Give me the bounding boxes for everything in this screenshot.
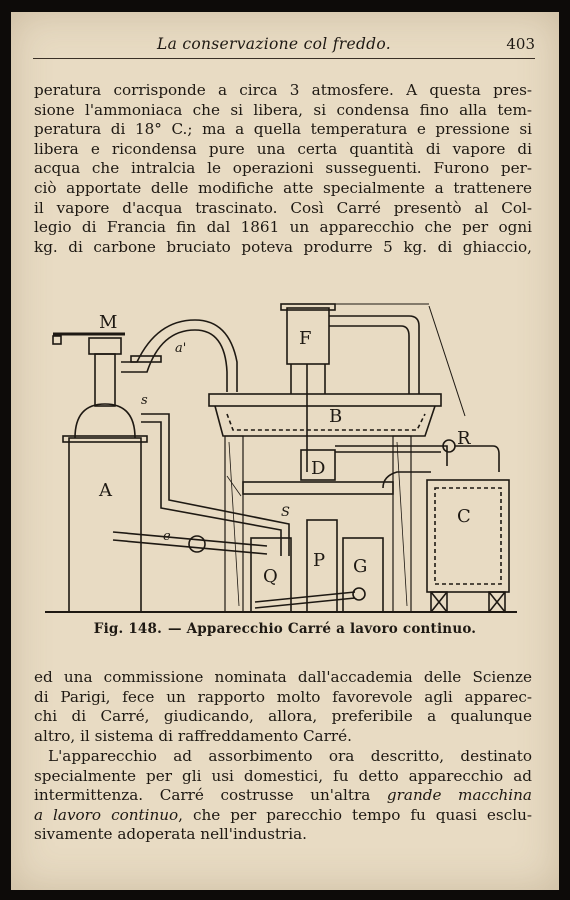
label-e: e	[163, 529, 171, 544]
paragraph-3	[34, 747, 532, 845]
label-s: s	[141, 393, 148, 408]
text-line	[34, 825, 532, 845]
apparatus-figure	[37, 276, 532, 616]
text-run: intermittenza. Carré costrusse un'altra	[34, 786, 387, 805]
text-line: ed una commissione nominata dall'accademia delle Scienze	[34, 668, 532, 686]
text-run: L'apparecchio ad assorbimento ora descritto, destinato	[48, 747, 532, 765]
label-r: R	[457, 428, 471, 449]
valve-e	[189, 536, 205, 552]
figure-caption	[11, 621, 559, 637]
text-line: il vapore d'acqua trascinato. Così Carré presentò al Col-	[34, 198, 532, 217]
text-line: ciò apportate delle modifiche atte specialmente a trattenere	[34, 178, 532, 197]
text-line	[34, 806, 532, 826]
label-g: G	[353, 556, 368, 577]
label-b: B	[329, 406, 343, 427]
paragraph-1	[34, 81, 532, 257]
paragraph-2	[34, 668, 532, 746]
label-p: P	[313, 550, 326, 571]
book-page	[11, 12, 559, 890]
text-line	[34, 767, 532, 787]
label-q: Q	[263, 566, 278, 587]
text-line: kg. di carbone bruciato poteva produrre 5 kg. di ghiaccio,	[34, 237, 532, 256]
text-run: sivamente adoperata nell'industria.	[34, 825, 308, 844]
text-line: libera e ricondensa pure una certa quantità di vapore di	[34, 139, 532, 158]
text-line: acqua che intralcia le operazioni susseguenti. Furono per-	[34, 159, 532, 178]
label-s-lower: S	[281, 505, 290, 520]
text-line: legio di Francia fin dal 1861 un apparecchio che per ogni	[34, 218, 532, 237]
caption-text: — Apparecchio Carré a lavoro continuo.	[168, 621, 477, 637]
boiler-a	[69, 438, 141, 612]
page-header	[33, 32, 535, 59]
text-run: grande macchina	[386, 786, 532, 805]
text-line: peratura di 18° C.; ma a quella temperatura e pressione si	[34, 120, 532, 139]
text-run: , che per parecchio tempo fu quasi esclu-	[178, 805, 532, 824]
label-a: A	[99, 480, 112, 501]
label-d: D	[311, 458, 326, 479]
text-line	[34, 786, 532, 806]
tank-b	[209, 394, 441, 406]
page-number: 403	[506, 35, 535, 53]
text-line	[34, 747, 532, 767]
caption-label: Fig. 148.	[93, 621, 163, 637]
label-c: C	[457, 506, 471, 527]
text-run: specialmente per gli usi domestici, fu detto apparecchio ad	[34, 766, 532, 785]
text-run: a lavoro continuo	[34, 805, 179, 824]
text-line: altro, il sistema di raffreddamento Carré.	[34, 726, 352, 745]
label-m: M	[99, 312, 118, 333]
vessel-c	[427, 480, 509, 592]
running-title: La conservazione col freddo.	[157, 35, 391, 53]
text-line: chi di Carré, giudicando, allora, preferibile a qualunque	[34, 707, 532, 726]
label-f: F	[299, 328, 312, 349]
chimney-m	[95, 354, 115, 406]
text-line: di Parigi, fece un rapporto molto favorevole agli apparec-	[34, 687, 532, 706]
label-a-prime: a'	[175, 341, 187, 356]
text-line: sione l'ammoniaca che si libera, si condensa fino alla tem-	[34, 100, 532, 119]
text-line: peratura corrisponde a circa 3 atmosfere. A questa pres-	[34, 81, 532, 99]
